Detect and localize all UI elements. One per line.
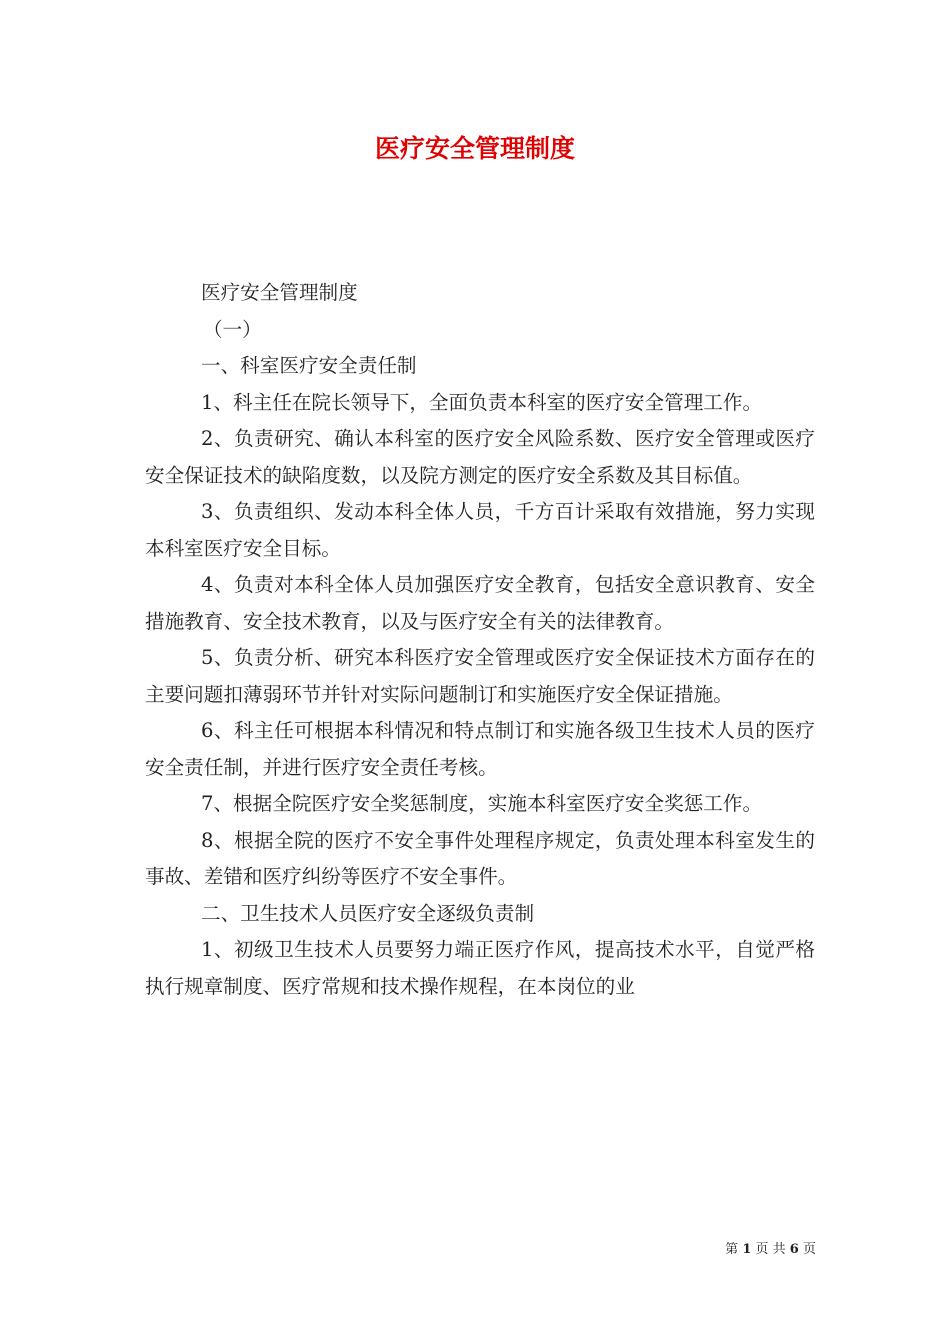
- doc-heading: 医疗安全管理制度: [201, 281, 358, 304]
- footer-prefix: 第: [725, 1242, 739, 1257]
- section-heading: 二、卫生技术人员医疗安全逐级负责制: [201, 901, 535, 925]
- paragraph: 1、初级卫生技术人员要努力端正医疗作风，提高技术水平，自觉严格执行规章制度、医疗常规和技术操作规程，在本岗位的业: [145, 938, 815, 998]
- footer-page-number: 1: [742, 1242, 752, 1257]
- paragraph: 5、负责分析、研究本科医疗安全管理或医疗安全保证技术方面存在的主要问题扣薄弱环节并针对实际问题制订和实施医疗安全保证措施。: [145, 646, 815, 706]
- paragraph: 3、负责组织、发动本科全体人员，千方百计采取有效措施，努力实现本科室医疗安全目标。: [145, 500, 815, 560]
- page-title: 医疗安全管理制度: [374, 134, 575, 163]
- paragraph: 1、科主任在院长领导下，全面负责本科室的医疗安全管理工作。: [201, 390, 763, 414]
- section-number: （一）: [203, 317, 262, 341]
- footer-suffix: 页: [802, 1242, 816, 1257]
- paragraph: 2、负责研究、确认本科室的医疗安全风险系数、医疗安全管理或医疗安全保证技术的缺陷度数，以及院方测定的医疗安全系数及其目标值。: [145, 427, 815, 487]
- paragraph: 8、根据全院的医疗不安全事件处理程序规定，负责处理本科室发生的事故、差错和医疗纠纷等医疗不安全事件。: [145, 828, 815, 888]
- footer-total-pages: 6: [789, 1242, 799, 1257]
- paragraph: 7、根据全院医疗安全奖惩制度，实施本科室医疗安全奖惩工作。: [201, 792, 763, 815]
- section-heading: 一、科室医疗安全责任制: [201, 354, 417, 377]
- page-footer: [686, 1240, 816, 1260]
- document-body: [145, 275, 815, 1005]
- paragraph: 4、负责对本科全体人员加强医疗安全教育，包括安全意识教育、安全措施教育、安全技术教育，以及与医疗安全有关的法律教育。: [145, 573, 815, 633]
- paragraph: 6、科主任可根据本科情况和特点制订和实施各级卫生技术人员的医疗安全责任制，并进行医疗安全责任考核。: [145, 719, 815, 779]
- footer-middle: 页 共: [755, 1242, 786, 1257]
